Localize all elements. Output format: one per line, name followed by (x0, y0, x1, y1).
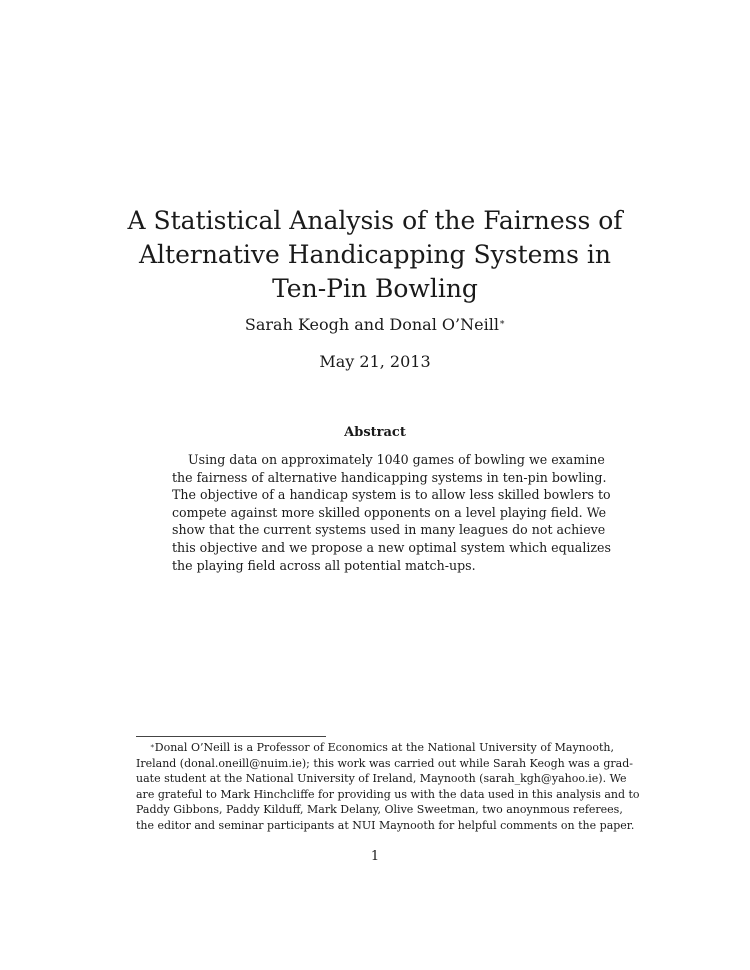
footnote-divider (136, 736, 326, 737)
page-number: 1 (370, 849, 380, 864)
paper-title (100, 204, 650, 306)
abstract-line: this objective and we propose a new optimal system which equalizes (172, 539, 611, 555)
title-line: A Statistical Analysis of the Fairness of (127, 206, 623, 235)
paper-date: May 21, 2013 (319, 352, 431, 371)
footnote (136, 740, 640, 834)
abstract-line: the playing field across all potential match-ups. (172, 557, 476, 573)
footnote-line: Paddy Gibbons, Paddy Kilduff, Mark Delany, Olive Sweetman, two anoynmous referees, (136, 803, 623, 817)
abstract-line: Using data on approximately 1040 games of bowling we examine (188, 452, 605, 467)
footnote-line: are grateful to Mark Hinchcliffe for providing us with the data used in this analysis and to (136, 787, 640, 801)
abstract-body (172, 451, 611, 574)
abstract-line: show that the current systems used in many leagues do not achieve (172, 522, 606, 538)
abstract-heading: Abstract (344, 425, 406, 440)
footnote-line-text: Donal O’Neill is a Professor of Economics at the National University of Maynooth, (154, 741, 614, 754)
footnote-line (136, 740, 614, 756)
author-footnote-mark: ∗ (498, 318, 506, 328)
footnote-mark: ∗ (150, 742, 155, 750)
abstract-line: The objective of a handicap system is to allow less skilled bowlers to (172, 487, 611, 503)
abstract-line: the fairness of alternative handicapping systems in ten-pin bowling. (172, 469, 607, 485)
author-names: Sarah Keogh and Donal O’Neill (244, 315, 499, 334)
footnote-line: uate student at the National University of Ireland, Maynooth (sarah_kgh@yahoo.ie). We (136, 772, 627, 786)
abstract-line: compete against more skilled opponents on a level playing field. We (172, 504, 607, 520)
author-line (100, 315, 650, 335)
footnote-line: the editor and seminar participants at NUI Maynooth for helpful comments on the paper. (136, 818, 635, 832)
title-line: Ten-Pin Bowling (272, 274, 478, 303)
title-line: Alternative Handicapping Systems in (138, 240, 612, 269)
footnote-line: Ireland (donal.oneill@nuim.ie); this work was carried out while Sarah Keogh was a grad- (136, 756, 633, 770)
